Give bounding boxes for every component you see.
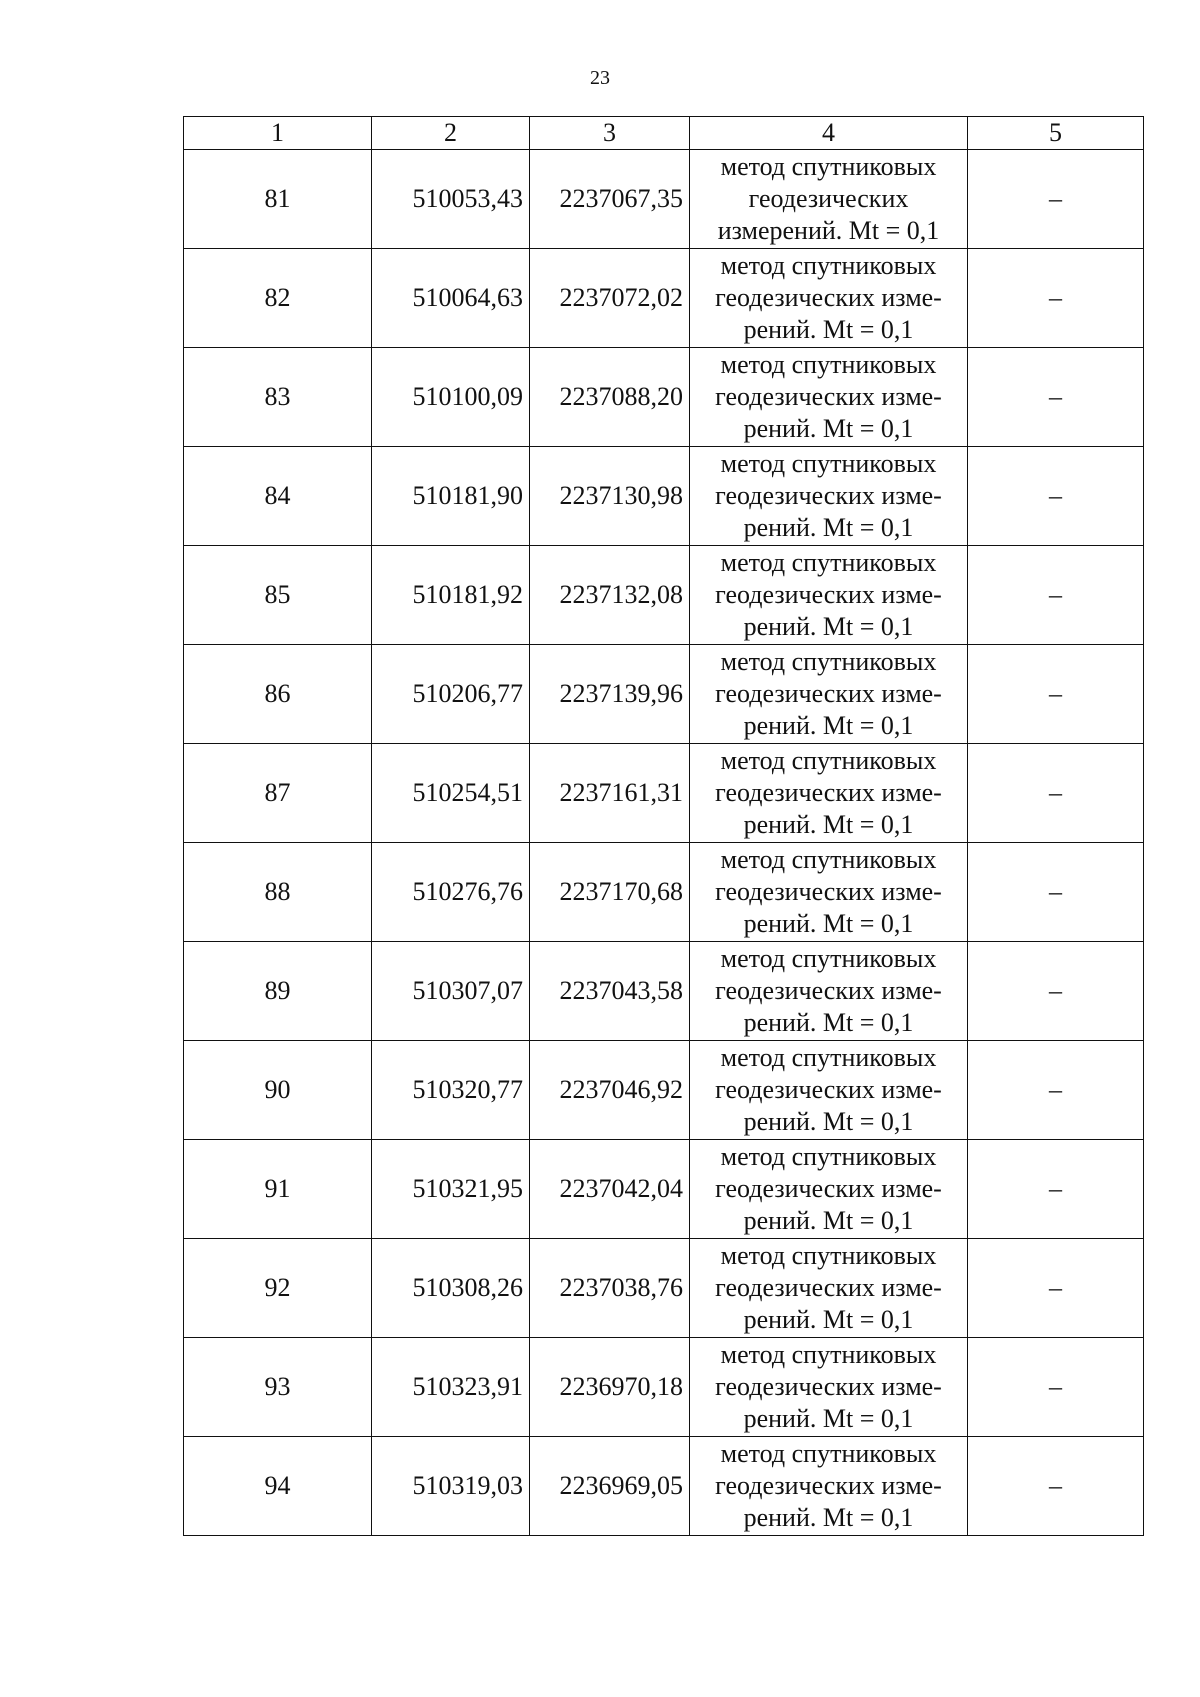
x-coordinate-cell: 510064,63: [372, 249, 530, 348]
y-coordinate-cell: 2237067,35: [530, 150, 690, 249]
note-cell: –: [968, 150, 1144, 249]
y-coordinate-cell: 2237046,92: [530, 1041, 690, 1140]
y-coordinate-cell: 2237043,58: [530, 942, 690, 1041]
y-coordinate-cell: 2236970,18: [530, 1338, 690, 1437]
method-cell: метод спутниковых геодезических изме- рений. Mt = 0,1: [690, 546, 968, 645]
method-cell: метод спутниковых геодезических изме- рений. Mt = 0,1: [690, 1041, 968, 1140]
method-cell: метод спутниковых геодезических изме- рений. Mt = 0,1: [690, 744, 968, 843]
y-coordinate-cell: 2237038,76: [530, 1239, 690, 1338]
note-cell: –: [968, 1437, 1144, 1536]
note-cell: –: [968, 1140, 1144, 1239]
method-cell: метод спутниковых геодезических изме- рений. Mt = 0,1: [690, 843, 968, 942]
method-cell: метод спутниковых геодезических изме- рений. Mt = 0,1: [690, 348, 968, 447]
table-body: [184, 150, 1144, 1536]
point-number-cell: 82: [184, 249, 372, 348]
method-cell: метод спутниковых геодезических изме- рений. Mt = 0,1: [690, 447, 968, 546]
method-cell: метод спутниковых геодезических изме- рений. Mt = 0,1: [690, 1338, 968, 1437]
coordinates-table: [183, 116, 1144, 1536]
x-coordinate-cell: 510276,76: [372, 843, 530, 942]
point-number-cell: 83: [184, 348, 372, 447]
note-cell: –: [968, 744, 1144, 843]
point-number-cell: 85: [184, 546, 372, 645]
header-col-3: 3: [530, 117, 690, 150]
x-coordinate-cell: 510307,07: [372, 942, 530, 1041]
note-cell: –: [968, 348, 1144, 447]
point-number-cell: 89: [184, 942, 372, 1041]
method-cell: метод спутниковых геодезических изме- рений. Mt = 0,1: [690, 1140, 968, 1239]
note-cell: –: [968, 546, 1144, 645]
y-coordinate-cell: 2237072,02: [530, 249, 690, 348]
y-coordinate-cell: 2237139,96: [530, 645, 690, 744]
table-row: [184, 546, 1144, 645]
table-row: [184, 1041, 1144, 1140]
y-coordinate-cell: 2237132,08: [530, 546, 690, 645]
table-row: [184, 744, 1144, 843]
note-cell: –: [968, 249, 1144, 348]
method-cell: метод спутниковых геодезических изме- рений. Mt = 0,1: [690, 1239, 968, 1338]
table-row: [184, 150, 1144, 249]
x-coordinate-cell: 510053,43: [372, 150, 530, 249]
table-row: [184, 1140, 1144, 1239]
point-number-cell: 92: [184, 1239, 372, 1338]
x-coordinate-cell: 510308,26: [372, 1239, 530, 1338]
point-number-cell: 90: [184, 1041, 372, 1140]
y-coordinate-cell: 2237170,68: [530, 843, 690, 942]
page-number: 23: [590, 67, 610, 89]
x-coordinate-cell: 510319,03: [372, 1437, 530, 1536]
table-row: [184, 1437, 1144, 1536]
header-row: [184, 117, 1144, 150]
point-number-cell: 91: [184, 1140, 372, 1239]
note-cell: –: [968, 843, 1144, 942]
table-row: [184, 1338, 1144, 1437]
y-coordinate-cell: 2237161,31: [530, 744, 690, 843]
y-coordinate-cell: 2237130,98: [530, 447, 690, 546]
method-cell: метод спутниковых геодезических изме- рений. Mt = 0,1: [690, 645, 968, 744]
table-row: [184, 645, 1144, 744]
table-row: [184, 447, 1144, 546]
point-number-cell: 86: [184, 645, 372, 744]
method-cell: метод спутниковых геодезических измерений. Mt = 0,1: [690, 150, 968, 249]
point-number-cell: 84: [184, 447, 372, 546]
note-cell: –: [968, 1338, 1144, 1437]
x-coordinate-cell: 510254,51: [372, 744, 530, 843]
note-cell: –: [968, 447, 1144, 546]
point-number-cell: 94: [184, 1437, 372, 1536]
method-cell: метод спутниковых геодезических изме- рений. Mt = 0,1: [690, 249, 968, 348]
header-col-4: 4: [690, 117, 968, 150]
note-cell: –: [968, 645, 1144, 744]
y-coordinate-cell: 2236969,05: [530, 1437, 690, 1536]
point-number-cell: 81: [184, 150, 372, 249]
point-number-cell: 88: [184, 843, 372, 942]
table-row: [184, 249, 1144, 348]
x-coordinate-cell: 510100,09: [372, 348, 530, 447]
table-row: [184, 843, 1144, 942]
x-coordinate-cell: 510181,92: [372, 546, 530, 645]
header-col-5: 5: [968, 117, 1144, 150]
method-cell: метод спутниковых геодезических изме- рений. Mt = 0,1: [690, 942, 968, 1041]
table-row: [184, 942, 1144, 1041]
table-row: [184, 1239, 1144, 1338]
note-cell: –: [968, 1239, 1144, 1338]
table-row: [184, 348, 1144, 447]
header-col-2: 2: [372, 117, 530, 150]
note-cell: –: [968, 942, 1144, 1041]
point-number-cell: 87: [184, 744, 372, 843]
x-coordinate-cell: 510323,91: [372, 1338, 530, 1437]
point-number-cell: 93: [184, 1338, 372, 1437]
x-coordinate-cell: 510321,95: [372, 1140, 530, 1239]
y-coordinate-cell: 2237042,04: [530, 1140, 690, 1239]
y-coordinate-cell: 2237088,20: [530, 348, 690, 447]
header-col-1: 1: [184, 117, 372, 150]
note-cell: –: [968, 1041, 1144, 1140]
method-cell: метод спутниковых геодезических изме- рений. Mt = 0,1: [690, 1437, 968, 1536]
x-coordinate-cell: 510320,77: [372, 1041, 530, 1140]
x-coordinate-cell: 510181,90: [372, 447, 530, 546]
x-coordinate-cell: 510206,77: [372, 645, 530, 744]
table-header: [184, 117, 1144, 150]
